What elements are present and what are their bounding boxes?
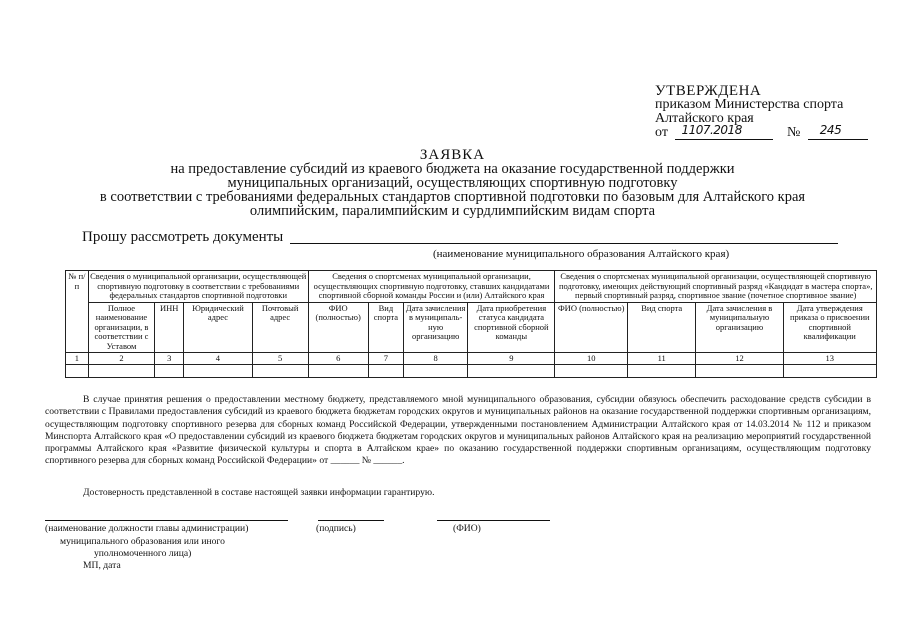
table-cell[interactable] (404, 365, 468, 378)
request-label: Прошу рассмотреть документы (82, 229, 284, 245)
table-cell[interactable] (155, 365, 184, 378)
approval-block (655, 84, 868, 140)
application-table (65, 270, 877, 378)
signature-line[interactable] (318, 520, 384, 521)
fio-caption: (ФИО) (453, 523, 481, 534)
table-cell[interactable] (184, 365, 252, 378)
handwritten-date: 1107.2018 (681, 123, 742, 137)
col-number: 9 (468, 353, 555, 365)
fio-line[interactable] (437, 520, 550, 521)
request-note: (наименование муниципального образования Алтайского края) (433, 248, 730, 260)
table-number-row (66, 353, 877, 365)
table-group-header-row (66, 271, 877, 303)
col-header: Вид спорта (627, 302, 695, 353)
table-cell[interactable] (627, 365, 695, 378)
approval-title: УТВЕРЖДЕНА (655, 83, 762, 99)
col-number: 3 (155, 353, 184, 365)
approval-date-row (655, 123, 868, 140)
col-number: 2 (88, 353, 154, 365)
document-heading (0, 148, 905, 218)
body-paragraph (45, 394, 871, 468)
group2-header: Сведения о спортсменах муниципальной организации, осуществляющих спортивную подготовку, ставших кандидатами спортивной сборной команды России и (или) Алтайского края (308, 271, 555, 303)
document-title: ЗАЯВКА (419, 147, 486, 163)
municipality-input-line[interactable] (290, 243, 838, 244)
table-cell[interactable] (308, 365, 368, 378)
col-header: Полное наименование организации, в соответствии с Уставом (88, 302, 154, 353)
table-column-header-row (66, 302, 877, 353)
col-number: 10 (555, 353, 628, 365)
table-cell[interactable] (368, 365, 403, 378)
table-cell[interactable] (252, 365, 308, 378)
guarantee-text: Достоверность представленной в составе настоящей заявки информации гарантирую. (83, 487, 435, 498)
col-number: 7 (368, 353, 403, 365)
table-cell[interactable] (696, 365, 783, 378)
col-no-header: № п/п (66, 271, 89, 353)
col-header: Дата утверждения приказа о присвоении спортивной квалификации (783, 302, 876, 353)
table-cell[interactable] (783, 365, 876, 378)
col-header: Дата зачисления в муниципальную организацию (696, 302, 783, 353)
position-caption-2: муниципального образования или иного (60, 536, 225, 547)
position-caption-1: (наименование должности главы администрации) (45, 523, 249, 534)
col-header: ФИО (полностью) (555, 302, 628, 353)
col-number: 1 (66, 353, 89, 365)
heading-line-4: олимпийским, паралимпийским и сурдлимпийским видам спорта (249, 203, 656, 219)
heading-line-2: муниципальных организаций, осуществляющих спортивную подготовку (227, 175, 678, 191)
col-header: Дата приобретения статуса кандидата спортивной сборной команды (468, 302, 555, 353)
heading-line-3: в соответствии с требованиями федеральных стандартов спортивной подготовки по базовым для Алтайского края (99, 189, 806, 205)
table-cell[interactable] (555, 365, 628, 378)
obligation-text: В случае принятия решения о предоставлении местному бюджету, представляемого мной муниципального образования, субсидии обязуюсь обеспечить расходование средств субсидии в соответствии с Правилами предоставления субсидий из краевого бюджета бюджетам городских округов и муниципальных районов на оказание государственной поддержки спортивным организациям, осуществляющим подготовку спортивного резерва для сборных команд Российской Федерации, утвержденными постановлением Администрации Алтайского края от 14.03.2014 № 112 и приказом Минспорта Алтайского края «О предоставлении субсидий из краевого бюджета бюджетам городских округов и муниципальных районов Алтайского края на реализацию мероприятий государственной программы Алтайского края «Развитие физической культуры и спорта в Алтайском крае» по оказанию государственной поддержки спортивным организациям, осуществляющим подготовку спортивного резерва для сборных команд Российской Федерации» от ______ № ______. (45, 394, 871, 467)
col-header: Вид спорта (368, 302, 403, 353)
table-cell[interactable] (88, 365, 154, 378)
position-line[interactable] (45, 520, 288, 521)
signature-caption: (подпись) (316, 523, 356, 534)
col-header: Почтовый адрес (252, 302, 308, 353)
col-header: ИНН (155, 302, 184, 353)
approval-line-2: Алтайского края (655, 111, 754, 126)
table-empty-row[interactable] (66, 365, 877, 378)
stamp-date: МП, дата (83, 560, 121, 571)
position-caption-3: уполномоченного лица) (94, 548, 192, 559)
handwritten-number: 245 (819, 123, 842, 137)
number-line (808, 123, 868, 140)
col-header: ФИО (полностью) (308, 302, 368, 353)
group3-header: Сведения о спортсменах муниципальной организации, осуществляющей спортивную подготовку, имеющих действующий спортивный разряд «Кандидат в мастера спорта», первый спортивный разряд, спортивное звание (почетное спортивное звание) (555, 271, 877, 303)
table-cell[interactable] (66, 365, 89, 378)
col-number: 13 (783, 353, 876, 365)
col-number: 8 (404, 353, 468, 365)
approval-line-1: приказом Министерства спорта (655, 97, 844, 112)
col-number: 6 (308, 353, 368, 365)
col-number: 4 (184, 353, 252, 365)
date-line (675, 123, 773, 140)
col-number: 12 (696, 353, 783, 365)
number-label: № (786, 125, 801, 140)
col-header: Дата зачисления в муниципаль-ную организацию (404, 302, 468, 353)
col-number: 5 (252, 353, 308, 365)
group1-header: Сведения о муниципальной организации, осуществляющей спортивную подготовку в соответствии с требованиями федеральных стандартов спортивной подготовки (90, 271, 307, 300)
from-label: от (655, 125, 668, 140)
col-number: 11 (627, 353, 695, 365)
col-header: Юридический адрес (184, 302, 252, 353)
heading-line-1: на предоставление субсидий из краевого бюджета на оказание государственной поддержки (170, 161, 735, 177)
table-cell[interactable] (468, 365, 555, 378)
